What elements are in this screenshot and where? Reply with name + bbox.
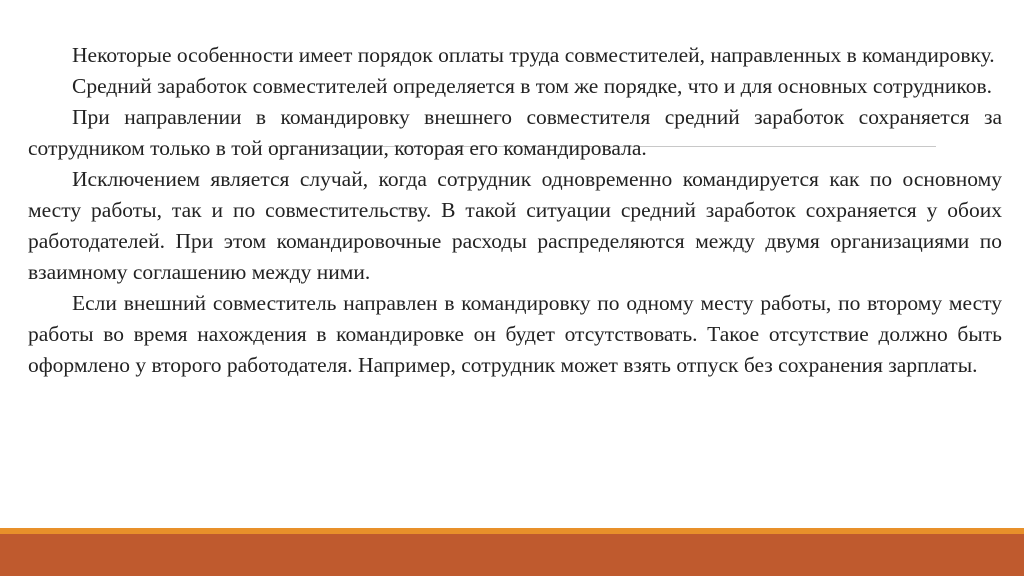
footer-bar [0,534,1024,576]
paragraph-3: При направлении в командировку внешнего совместителя средний заработок сохраняется за сотрудником только в той организации, которая его командировала. [28,105,1002,160]
paragraph-2: Средний заработок совместителей определяется в том же порядке, что и для основных сотрудников. [72,74,993,98]
slide-body [28,40,1002,381]
paragraph-1: Некоторые особенности имеет порядок оплаты труда совместителей, направленных в командировку. [72,43,995,67]
paragraph-5: Если внешний совместитель направлен в командировку по одному месту работы, по второму месту работы во время нахождения в командировке он будет отсутствовать. Такое отсутствие должно быть оформлено у второго работодателя. Например, сотрудник может взять отпуск без сохранения зарплаты. [28,291,1002,377]
paragraph-4: Исключением является случай, когда сотрудник одновременно командируется как по основному месту работы, так и по совместительству. В такой ситуации средний заработок сохраняется у обоих работодателей. При этом командировочные расходы распределяются между двумя организациями по взаимному соглашению между ними. [28,167,1002,284]
